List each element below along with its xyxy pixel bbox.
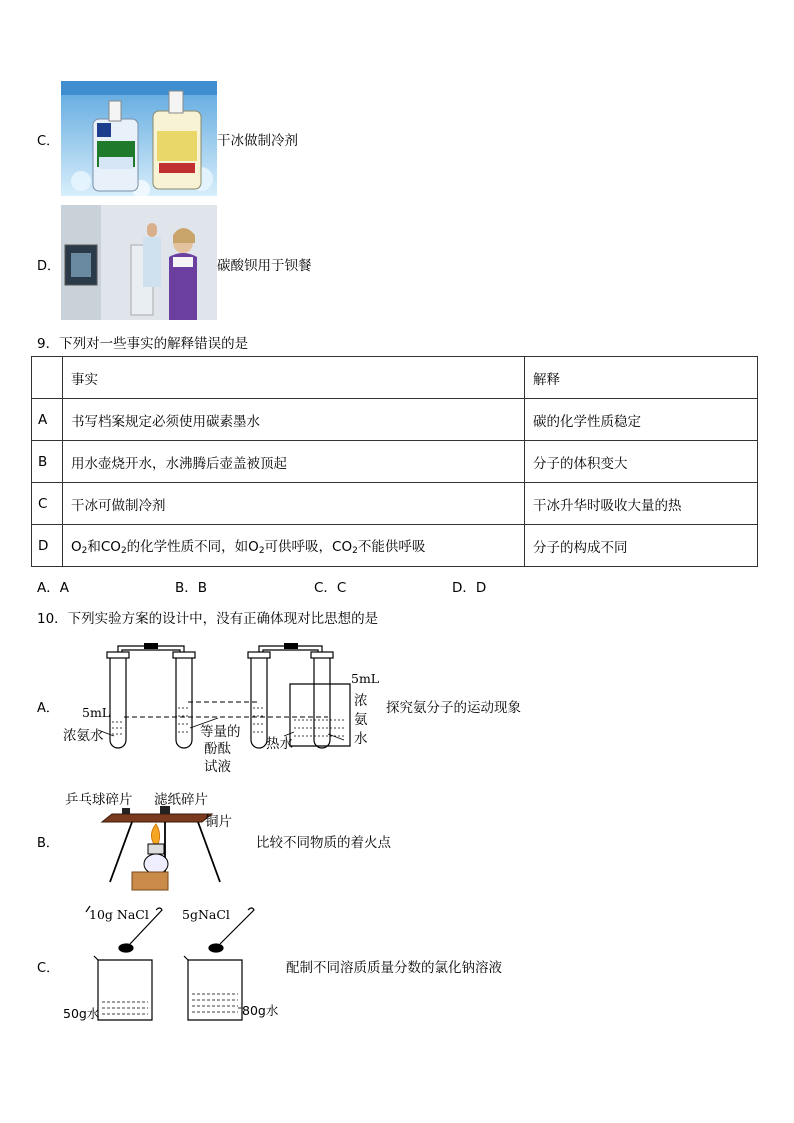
label-filter-paper-fragments: 滤纸碎片 bbox=[154, 792, 208, 808]
table-row bbox=[32, 483, 758, 525]
row-explain: 干冰升华时吸收大量的热 bbox=[525, 483, 758, 525]
question-10-title: 10．下列实验方案的设计中，没有正确体现对比思想的是 bbox=[37, 611, 379, 627]
option-c-letter: C． bbox=[37, 134, 60, 149]
label-water-50g: 50g水 bbox=[63, 1006, 100, 1021]
row-explain: 分子的体积变大 bbox=[525, 441, 758, 483]
row-letter: C bbox=[32, 483, 63, 525]
answer-a[interactable]: A．A bbox=[37, 580, 69, 596]
row-fact: 书写档案规定必须使用碳素墨水 bbox=[63, 399, 525, 441]
table-header-explain: 解释 bbox=[525, 357, 758, 399]
label-water-80g: 80g水 bbox=[242, 1003, 279, 1018]
table-header-row bbox=[32, 357, 758, 399]
label-salt-10g: 10g NaCl bbox=[89, 907, 149, 922]
nacl-solution-diagram bbox=[62, 902, 282, 1026]
label-left-volume: 5mL bbox=[82, 705, 111, 720]
label-phenolphthalein: 酚酞 bbox=[204, 741, 231, 757]
table-row bbox=[32, 525, 758, 567]
q9-answer-options bbox=[37, 576, 537, 594]
label-equal-amount: 等量的 bbox=[200, 724, 241, 740]
label-hot-water: 热水 bbox=[266, 736, 293, 752]
row-fact: $O_2$和$CO_2$的化学性质不同，如$O_2$可供呼吸，$CO_2$不能供呼吸 bbox=[63, 525, 525, 567]
label-pingpong-fragments: 乒乓球碎片 bbox=[65, 792, 133, 808]
label-copper-plate: 铜片 bbox=[205, 814, 232, 830]
barium-meal-xray-photo bbox=[61, 205, 217, 320]
ammonia-diffusion-diagram bbox=[58, 638, 380, 774]
answer-b[interactable]: B．B bbox=[175, 580, 208, 596]
option-d-letter: D． bbox=[37, 259, 61, 274]
row-explain: 分子的构成不同 bbox=[525, 525, 758, 567]
facts-table bbox=[31, 356, 758, 567]
table-cell bbox=[32, 357, 63, 399]
answer-d[interactable]: D．D bbox=[452, 580, 487, 596]
label-right-conc: 浓 bbox=[354, 693, 368, 709]
table-row bbox=[32, 441, 758, 483]
row-fact: 用水壶烧开水，水沸腾后壶盖被顶起 bbox=[63, 441, 525, 483]
q10-option-b-letter: B． bbox=[37, 836, 59, 851]
table-row bbox=[32, 399, 758, 441]
label-salt-5g: 5gNaCl bbox=[182, 907, 230, 922]
question-9-title: 9．下列对一些事实的解释错误的是 bbox=[37, 336, 249, 352]
dry-ice-cooler-photo bbox=[61, 81, 217, 196]
q10-option-a-caption: 探究氨分子的运动现象 bbox=[386, 700, 521, 716]
row-letter: D bbox=[32, 525, 63, 567]
label-right-water: 水 bbox=[354, 731, 368, 747]
q10-option-c-letter: C． bbox=[37, 961, 60, 976]
label-test-solution: 试液 bbox=[204, 759, 231, 775]
row-letter: A bbox=[32, 399, 63, 441]
row-explain: 碳的化学性质稳定 bbox=[525, 399, 758, 441]
q10-option-b-caption: 比较不同物质的着火点 bbox=[256, 835, 391, 851]
label-right-volume: 5mL bbox=[351, 671, 380, 686]
row-fact: 干冰可做制冷剂 bbox=[63, 483, 525, 525]
q10-option-c-caption: 配制不同溶质质量分数的氯化钠溶液 bbox=[286, 960, 502, 976]
row-letter: B bbox=[32, 441, 63, 483]
ignition-point-diagram bbox=[62, 786, 252, 892]
option-c-caption: 干冰做制冷剂 bbox=[217, 133, 298, 149]
table-header-fact: 事实 bbox=[63, 357, 525, 399]
label-right-ammonia: 氨 bbox=[354, 712, 368, 728]
q10-option-a-letter: A． bbox=[37, 701, 59, 716]
option-d-caption: 碳酸钡用于钡餐 bbox=[217, 258, 312, 274]
label-left-ammonia: 浓氨水 bbox=[63, 728, 104, 744]
answer-c[interactable]: C．C bbox=[314, 580, 347, 596]
